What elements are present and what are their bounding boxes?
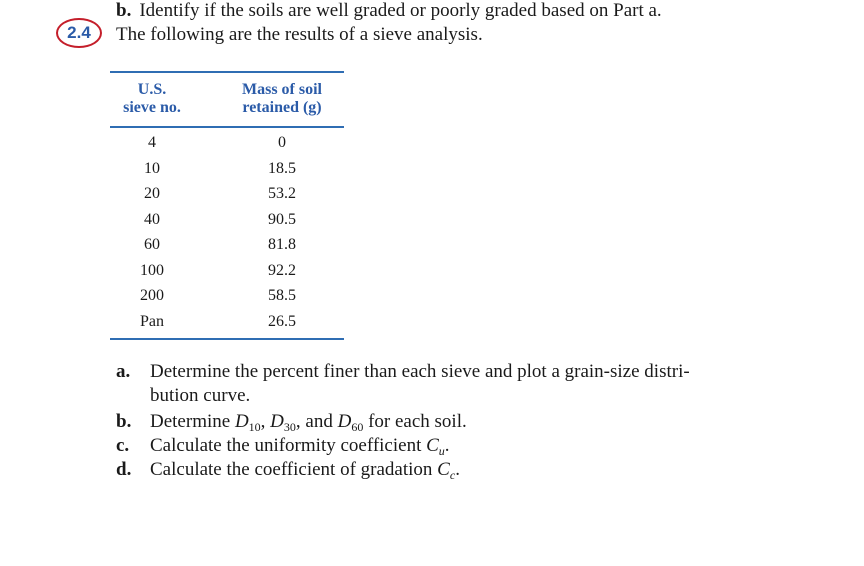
mass-cell: 90.5 — [268, 210, 296, 228]
table-row — [110, 156, 344, 182]
d10-subscript: 10 — [248, 420, 261, 434]
table-row — [110, 258, 344, 284]
task-b — [116, 410, 690, 434]
table-row — [110, 130, 344, 156]
task-list — [116, 360, 690, 482]
table-bottom-rule — [110, 338, 344, 340]
mass-cell: 92.2 — [268, 261, 296, 279]
d10-symbol: D — [234, 411, 249, 432]
previous-item-b — [116, 0, 662, 22]
cc-subscript: c — [449, 468, 456, 482]
table-row — [110, 309, 344, 335]
sieve-cell: 40 — [144, 210, 160, 228]
task-a — [116, 360, 690, 408]
table-header-rule — [110, 126, 344, 128]
d60-symbol: D — [337, 411, 352, 432]
task-b-sep2: , and — [295, 411, 338, 432]
table-row — [110, 207, 344, 233]
task-b-sep1: , — [260, 411, 271, 432]
task-d — [116, 458, 690, 482]
table-row — [110, 181, 344, 207]
task-d-post: . — [455, 459, 460, 480]
sieve-cell: 4 — [148, 134, 156, 151]
sieve-analysis-table — [110, 71, 344, 340]
header-sieve-line2: sieve no. — [123, 99, 181, 116]
d30-symbol: D — [270, 411, 284, 432]
task-c — [116, 434, 690, 458]
problem-number: 2.4 — [67, 23, 91, 42]
header-sieve-number — [110, 81, 194, 117]
task-b-post: for each soil. — [363, 411, 467, 432]
sieve-cell: 60 — [144, 236, 160, 253]
sieve-cell: 100 — [140, 261, 164, 279]
table-body — [110, 130, 344, 334]
problem-statement: The following are the results of a sieve analysis. — [116, 24, 483, 45]
task-c-pre: Calculate the uniformity coefficient — [150, 435, 427, 456]
previous-item-label: b. — [116, 0, 132, 21]
mass-cell: 53.2 — [268, 185, 296, 202]
mass-cell: 26.5 — [268, 312, 296, 330]
previous-item-text: Identify if the soils are well graded or poorly graded based on Part a. — [139, 0, 662, 21]
task-b-label: b. — [116, 411, 132, 432]
table-top-rule — [110, 71, 344, 73]
task-d-label: d. — [116, 459, 132, 480]
mass-cell: 0 — [278, 134, 286, 151]
sieve-cell: 20 — [144, 185, 160, 202]
task-c-label: c. — [116, 435, 130, 456]
table-row — [110, 232, 344, 258]
task-a-line2: bution curve. — [150, 385, 251, 406]
problem-number-circle — [56, 18, 102, 48]
cc-symbol: C — [437, 459, 450, 480]
sieve-cell: Pan — [140, 312, 164, 330]
header-mass-line2: retained (g) — [242, 99, 322, 116]
cu-symbol: C — [426, 435, 439, 456]
sieve-cell: 10 — [144, 159, 160, 177]
d60-subscript: 60 — [351, 420, 364, 434]
sieve-cell: 200 — [140, 287, 164, 304]
mass-cell: 58.5 — [268, 287, 296, 304]
d30-subscript: 30 — [283, 420, 296, 434]
cu-subscript: u — [438, 444, 445, 458]
mass-cell: 18.5 — [268, 159, 296, 177]
task-d-pre: Calculate the coefficient of gradation — [150, 459, 438, 480]
task-b-pre: Determine — [150, 411, 235, 432]
task-a-label: a. — [116, 361, 131, 382]
task-a-line1: Determine the percent finer than each sieve and plot a grain-size distri- — [150, 361, 690, 382]
table-row — [110, 283, 344, 309]
mass-cell: 81.8 — [268, 236, 296, 253]
header-mass-line1: Mass of soil — [242, 81, 322, 98]
task-c-post: . — [444, 435, 450, 456]
header-sieve-line1: U.S. — [137, 81, 167, 98]
header-mass-retained — [220, 81, 344, 117]
